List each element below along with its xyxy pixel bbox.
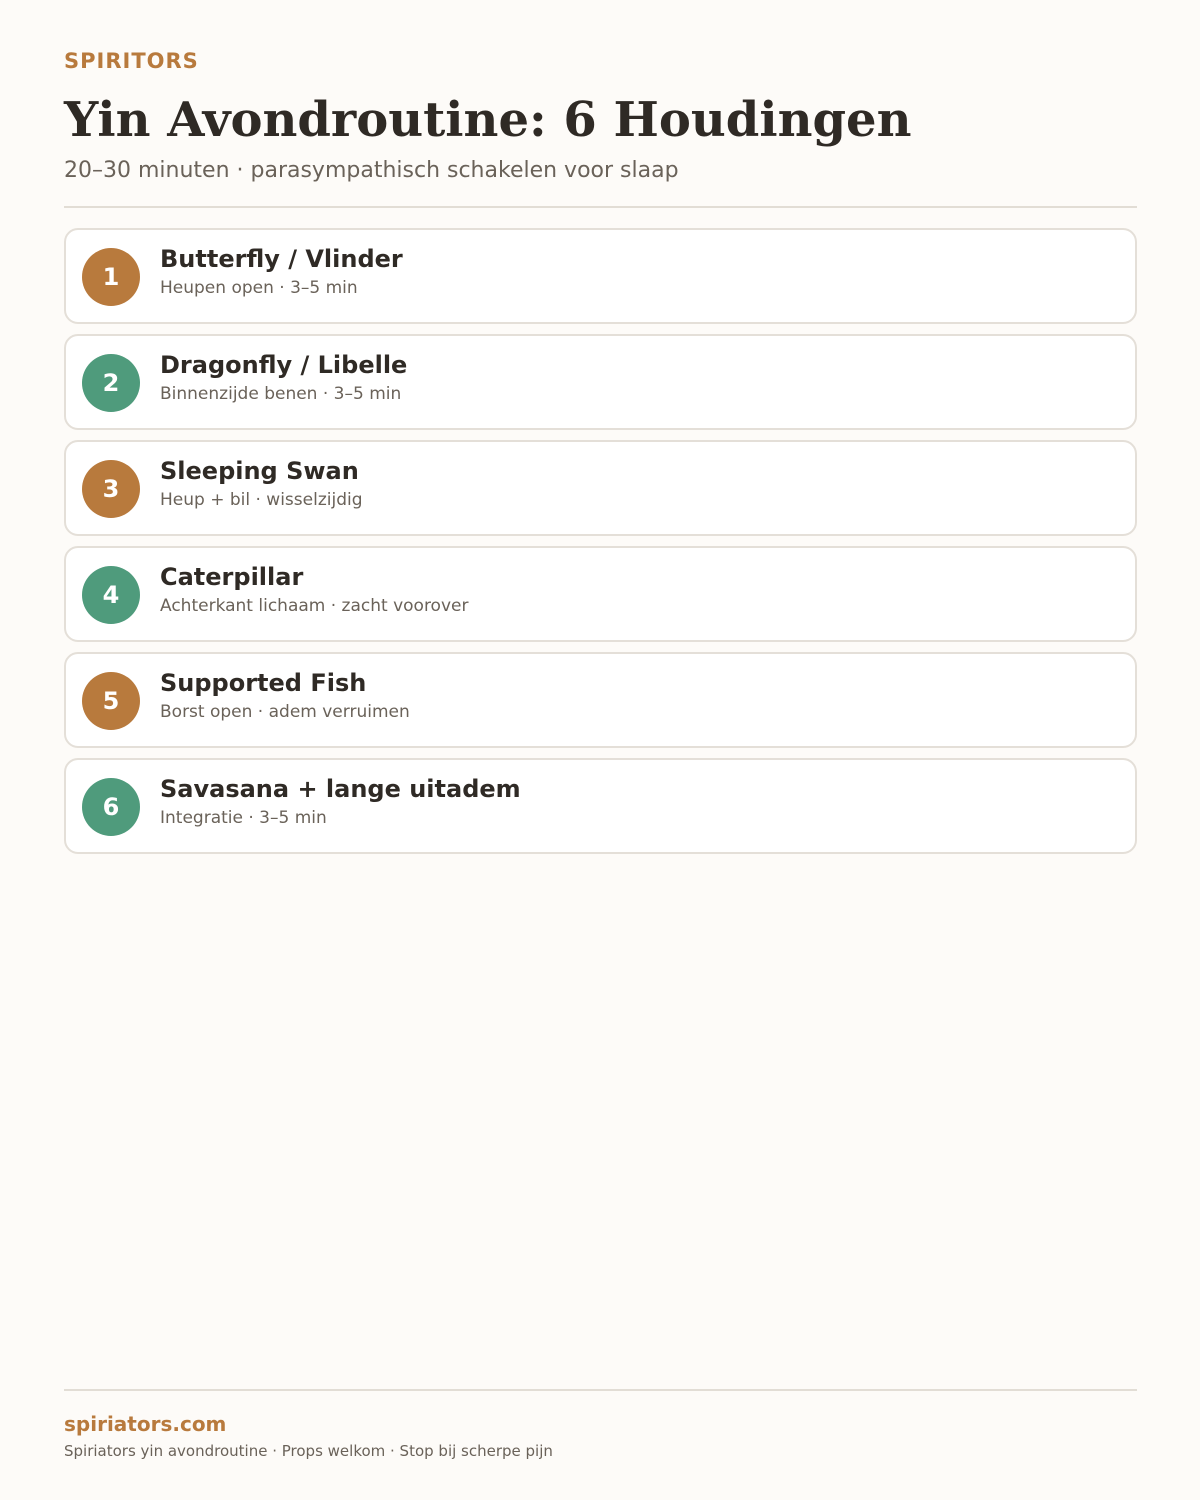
pose-title: Caterpillar <box>160 563 304 591</box>
pose-detail: Binnenzijde benen · 3–5 min <box>160 384 402 404</box>
header-divider <box>64 206 1137 208</box>
pose-detail: Heup + bil · wisselzijdig <box>160 490 363 510</box>
pose-title: Supported Fish <box>160 669 367 697</box>
pose-number-badge: 2 <box>82 354 140 412</box>
pose-card-5 <box>64 652 1137 748</box>
footer-divider <box>64 1389 1137 1391</box>
pose-number-badge: 1 <box>82 248 140 306</box>
pose-card-1 <box>64 228 1137 324</box>
pose-title: Savasana + lange uitadem <box>160 775 521 803</box>
pose-detail: Achterkant lichaam · zacht voorover <box>160 596 469 616</box>
pose-card-2 <box>64 334 1137 430</box>
footer-website-link[interactable]: spiriators.com <box>64 1412 227 1436</box>
pose-detail: Heupen open · 3–5 min <box>160 278 358 298</box>
pose-list <box>64 228 1137 864</box>
pose-detail: Borst open · adem verruimen <box>160 702 410 722</box>
footer-note: Spiriators yin avondroutine · Props welkom · Stop bij scherpe pijn <box>64 1442 553 1460</box>
page-title: Yin Avondroutine: 6 Houdingen <box>64 92 912 148</box>
pose-card-6 <box>64 758 1137 854</box>
pose-detail: Integratie · 3–5 min <box>160 808 327 828</box>
pose-card-3 <box>64 440 1137 536</box>
page-subtitle: 20–30 minuten · parasympathisch schakelen voor slaap <box>64 158 679 183</box>
pose-title: Dragonfly / Libelle <box>160 351 408 379</box>
pose-title: Sleeping Swan <box>160 457 359 485</box>
pose-number-badge: 4 <box>82 566 140 624</box>
pose-card-4 <box>64 546 1137 642</box>
page <box>64 0 1137 1500</box>
brand-label: SPIRITORS <box>64 49 199 73</box>
pose-number-badge: 5 <box>82 672 140 730</box>
pose-title: Butterfly / Vlinder <box>160 245 403 273</box>
pose-number-badge: 6 <box>82 778 140 836</box>
pose-number-badge: 3 <box>82 460 140 518</box>
